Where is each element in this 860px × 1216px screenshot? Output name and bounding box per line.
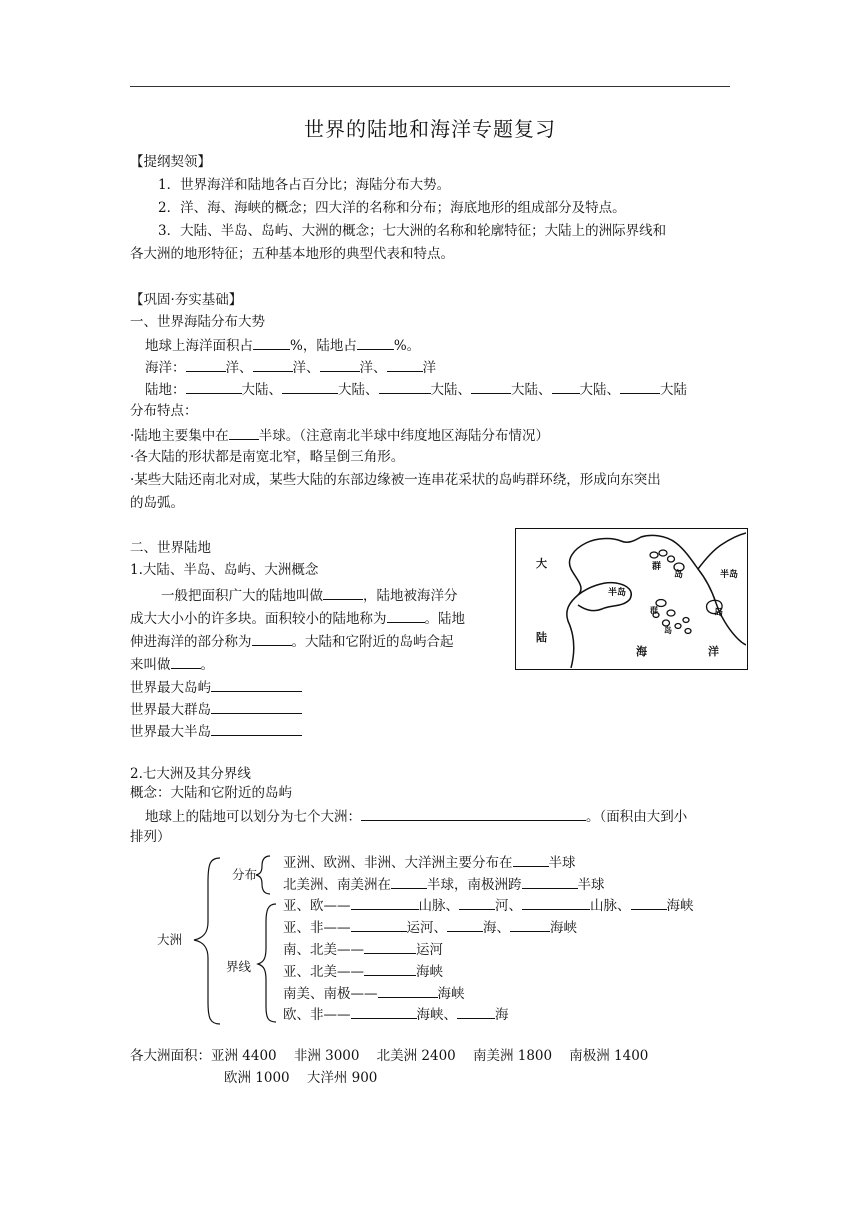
- text: 洋、: [359, 360, 387, 376]
- map-label-dao: 岛: [674, 570, 684, 580]
- text: 海峡: [550, 920, 577, 936]
- text: 海峡: [416, 964, 443, 980]
- boundary-asia-europe: [283, 895, 694, 915]
- text: 欧、非——: [283, 1007, 351, 1023]
- blank[interactable]: [282, 379, 338, 394]
- text: 南美、南极——: [283, 986, 378, 1002]
- concept-para-3: [130, 631, 454, 651]
- text: 大陆、: [579, 382, 620, 398]
- text: 河、: [495, 898, 522, 914]
- blank[interactable]: [186, 379, 242, 394]
- map-label-dao2: 岛: [664, 625, 672, 635]
- land-forms-map: [515, 528, 748, 670]
- land-names-line: [145, 379, 687, 399]
- text: %，陆地占: [290, 338, 357, 354]
- map-label-yang: 洋: [708, 645, 719, 658]
- text: 大陆、: [241, 382, 282, 398]
- feature-3a: ·某些大陆还南北对成，某些大陆的东部边缘被一连串花采状的岛屿群环绕，形成向东突出: [130, 472, 661, 488]
- text: 大陆: [660, 382, 687, 398]
- distribution-label: 分布: [232, 867, 258, 882]
- blank[interactable]: [252, 631, 292, 646]
- outline-item-1: 1．世界海洋和陆地各占百分比；海陆分布大势。: [158, 177, 451, 193]
- blank[interactable]: [391, 874, 427, 889]
- largest-peninsula-line: [130, 721, 302, 741]
- blank[interactable]: [253, 335, 290, 350]
- concept-1-title: 1.大陆、半岛、岛屿、大洲概念: [130, 562, 319, 578]
- blank[interactable]: [457, 1004, 495, 1019]
- outline-heading: 【提纲契领】: [130, 154, 211, 170]
- boundary-asia-africa: [283, 917, 577, 937]
- text: 来叫做: [130, 657, 171, 673]
- text: 亚、非——: [283, 920, 351, 936]
- basics-heading: 【巩固·夯实基础】: [130, 292, 243, 308]
- ocean-names-line: [145, 357, 436, 377]
- text: 北美洲、南美洲在: [283, 877, 391, 893]
- map-label-qun: 群: [652, 562, 662, 572]
- continent-concept: 概念：大陆和它附近的岛屿: [130, 785, 292, 801]
- concept-para-1: [161, 585, 458, 605]
- text: 世界最大半岛: [130, 724, 211, 740]
- text: 世界最大群岛: [130, 702, 211, 718]
- text: 。陆地: [424, 611, 465, 627]
- text: 大陆、: [511, 382, 552, 398]
- text: 洋、: [292, 360, 320, 376]
- blank[interactable]: [361, 806, 586, 821]
- text: 半球，南极洲跨: [427, 877, 522, 893]
- tree-root-label: 大洲: [157, 932, 183, 947]
- areas-line-1: [130, 1047, 648, 1065]
- blank[interactable]: [459, 895, 495, 910]
- blank[interactable]: [510, 917, 550, 932]
- blank[interactable]: [171, 654, 201, 669]
- text: 。（面积由大到小: [586, 809, 688, 825]
- text: 洋: [422, 360, 436, 376]
- blank[interactable]: [229, 425, 259, 440]
- blank[interactable]: [379, 379, 431, 394]
- text: 半球。（注意南北半球中纬度地区海陆分布情况）: [258, 428, 550, 444]
- section-2-title: 二、世界陆地: [130, 540, 211, 556]
- text: 海洋：: [145, 360, 186, 376]
- text: 伸进海洋的部分称为: [130, 634, 252, 650]
- text: 大陆、: [430, 382, 471, 398]
- text: 海: [495, 1007, 509, 1023]
- text: 亚、北美——: [283, 964, 364, 980]
- blank[interactable]: [387, 608, 425, 623]
- blank[interactable]: [320, 357, 360, 372]
- text: 地球上的陆地可以划分为七个大洲：: [145, 809, 361, 825]
- boundary-south-america-antarctica: [283, 983, 465, 1003]
- text: 南、北美——: [283, 942, 364, 958]
- areas-values-1: 亚洲 4400 非洲 3000 北美洲 2400 南美洲 1800 南极洲 1400: [211, 1048, 649, 1064]
- text: 海峡: [437, 986, 465, 1002]
- map-label-qun2: 群: [650, 605, 658, 615]
- outline-item-2: 2．洋、海、海峡的概念；四大洋的名称和分布；海底地形的组成部分及特点。: [158, 200, 626, 216]
- blank[interactable]: [378, 983, 438, 998]
- text: 运河、: [406, 920, 447, 936]
- boundary-label: 界线: [226, 959, 252, 974]
- text: ·陆地主要集中在: [130, 428, 229, 444]
- blank[interactable]: [211, 699, 302, 714]
- blank[interactable]: [364, 961, 416, 976]
- blank[interactable]: [351, 895, 419, 910]
- concept-2-title: 2.七大洲及其分界线: [130, 766, 251, 782]
- text: 。: [200, 657, 214, 673]
- text: ，陆地被海洋分: [363, 588, 458, 604]
- text: 一般把面积广大的陆地叫做: [161, 588, 323, 604]
- blank[interactable]: [351, 917, 407, 932]
- map-label-peninsula-left: 半岛: [608, 588, 627, 598]
- blank[interactable]: [447, 917, 483, 932]
- map-label-lu: 陆: [536, 631, 547, 644]
- text: 洋、: [225, 360, 253, 376]
- boundary-americas: [283, 939, 443, 959]
- dist-line-2: [283, 874, 605, 894]
- blank[interactable]: [186, 357, 226, 372]
- boundary-europe-africa: [283, 1004, 509, 1024]
- map-label-hai: 海: [636, 645, 647, 658]
- boundary-asia-north-america: [283, 961, 443, 981]
- blank[interactable]: [387, 357, 423, 372]
- blank[interactable]: [211, 721, 302, 736]
- header-rule: [130, 86, 730, 87]
- continent-tree-braces: [180, 852, 280, 1032]
- blank[interactable]: [471, 379, 511, 394]
- blank[interactable]: [323, 585, 363, 600]
- blank[interactable]: [513, 852, 549, 867]
- largest-archipelago-line: [130, 699, 302, 719]
- text: 山脉、: [590, 898, 631, 914]
- concept-para-4: [130, 654, 214, 674]
- text: 地球上海洋面积占: [145, 338, 253, 354]
- text: 成大大小小的许多块。面积较小的陆地称为: [130, 611, 387, 627]
- blank[interactable]: [522, 895, 590, 910]
- text: 海峡: [666, 898, 694, 914]
- seven-continents-note: 排列）: [130, 829, 171, 845]
- feature-2: ·各大陆的形状都是南宽北窄，略呈倒三角形。: [130, 449, 405, 465]
- text: 海、: [483, 920, 510, 936]
- text: 。大陆和它附近的岛屿合起: [291, 634, 454, 650]
- blank[interactable]: [211, 677, 302, 692]
- map-label-peninsula-right: 半岛: [720, 570, 739, 580]
- text: 大陆、: [338, 382, 379, 398]
- section-1-title: 一、世界海陆分布大势: [130, 314, 265, 330]
- dist-line-1: [283, 852, 576, 872]
- outline-item-3b: 各大洲的地形特征；五种基本地形的典型代表和特点。: [130, 246, 454, 262]
- largest-island-line: [130, 677, 302, 697]
- blank[interactable]: [620, 379, 660, 394]
- text: 半球: [548, 855, 576, 871]
- text: 海峡、: [416, 1007, 457, 1023]
- text: 陆地：: [145, 382, 186, 398]
- feature-3b: 的岛弧。: [130, 495, 184, 511]
- feature-1: [130, 425, 549, 445]
- blank[interactable]: [552, 379, 580, 394]
- text: 半球: [577, 877, 605, 893]
- text: 亚、欧——: [283, 898, 351, 914]
- text: 亚洲、欧洲、非洲、大洋洲主要分布在: [283, 855, 513, 871]
- blank[interactable]: [253, 357, 293, 372]
- seven-continents-line: [145, 806, 687, 826]
- blank[interactable]: [364, 939, 416, 954]
- text: 山脉、: [418, 898, 459, 914]
- areas-label: 各大洲面积：: [130, 1048, 211, 1064]
- map-label-island: 岛: [714, 608, 724, 618]
- blank[interactable]: [357, 335, 394, 350]
- blank[interactable]: [631, 895, 667, 910]
- text: 运河: [416, 942, 443, 958]
- areas-line-2: 欧洲 1000 大洋州 900: [224, 1070, 378, 1086]
- text: %。: [393, 338, 421, 354]
- features-label: 分布特点：: [130, 403, 198, 419]
- concept-para-2: [130, 608, 465, 628]
- text: 世界最大岛屿: [130, 680, 211, 696]
- ocean-area-line: [145, 335, 420, 355]
- map-label-da: 大: [536, 557, 547, 570]
- blank[interactable]: [351, 1004, 417, 1019]
- page-title: 世界的陆地和海洋专题复习: [304, 117, 556, 141]
- outline-item-3a: 3．大陆、半岛、岛屿、大洲的概念；七大洲的名称和轮廓特征；大陆上的洲际界线和: [158, 223, 667, 239]
- blank[interactable]: [522, 874, 578, 889]
